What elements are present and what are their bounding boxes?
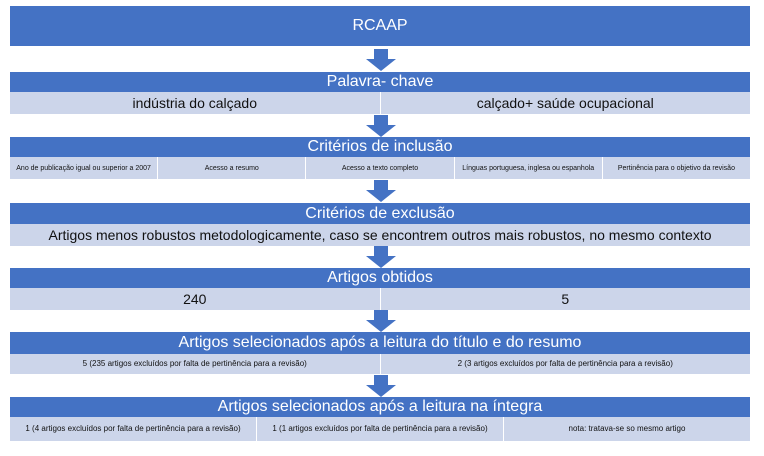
inclusion-item: Pertinência para o objetivo da revisão [602, 157, 750, 179]
down-arrow-icon [366, 375, 396, 397]
rcaap-box [10, 6, 750, 46]
exclusion-header [10, 203, 750, 224]
selected-abstract-item: 2 (3 artigos excluídos por falta de pertinência para a revisão) [380, 354, 751, 374]
selected-full-row [10, 417, 750, 441]
keywords-header [10, 72, 750, 92]
exclusion-row [10, 224, 750, 246]
selected-full-title: Artigos selecionados após a leitura na íntegra [217, 398, 543, 415]
inclusion-item: Ano de publicação igual ou superior a 2007 [16, 164, 151, 172]
selected-abstract-header [10, 332, 750, 354]
selected-abstract-row [10, 354, 750, 374]
selected-full-note: nota: tratava-se so mesmo artigo [503, 417, 750, 441]
exclusion-title: Critérios de exclusão [305, 204, 455, 222]
exclusion-text: Artigos menos robustos metodologicamente, caso se encontrem outros mais robustos, no mesmo contexto [48, 227, 712, 243]
selected-full-item: 1 (4 artigos excluídos por falta de pertinência para a revisão) [25, 424, 241, 433]
obtained-count: 240 [183, 291, 207, 307]
inclusion-item: Acesso a resumo [157, 157, 305, 179]
inclusion-title: Critérios de inclusão [307, 138, 453, 155]
obtained-title: Artigos obtidos [327, 269, 433, 286]
down-arrow-icon [366, 115, 396, 137]
inclusion-header [10, 137, 750, 157]
down-arrow-icon [366, 180, 396, 202]
selected-abstract-item: 5 (235 artigos excluídos por falta de pertinência para a revisão) [82, 359, 307, 368]
selected-full-item: 1 (1 artigos excluídos por falta de pertinência para a revisão) [256, 417, 503, 441]
keywords-title: Palavra- chave [326, 73, 434, 90]
inclusion-item: Acesso a texto completo [305, 157, 453, 179]
inclusion-item: Línguas portuguesa, inglesa ou espanhola [454, 157, 602, 179]
rcaap-title: RCAAP [352, 17, 408, 34]
down-arrow-icon [366, 246, 396, 268]
keyword-item: indústria do calçado [132, 95, 258, 111]
selected-full-header [10, 397, 750, 417]
obtained-header [10, 268, 750, 288]
keywords-row [10, 92, 750, 114]
down-arrow-icon [366, 310, 396, 332]
down-arrow-icon [366, 49, 396, 71]
keyword-item: calçado+ saúde ocupacional [380, 92, 751, 114]
obtained-row [10, 288, 750, 310]
obtained-count: 5 [380, 288, 751, 310]
selected-abstract-title: Artigos selecionados após a leitura do título e do resumo [178, 334, 582, 351]
inclusion-row [10, 157, 750, 179]
